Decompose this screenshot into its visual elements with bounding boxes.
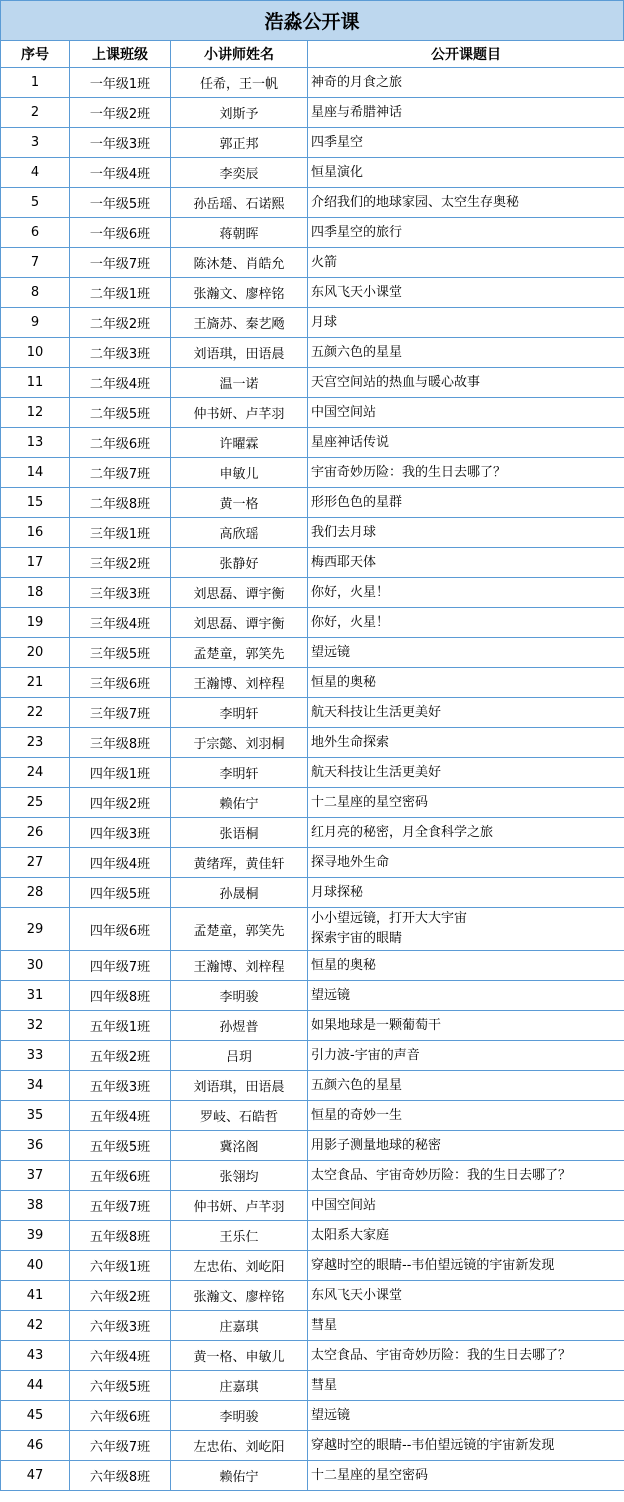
topic-line: 十二星座的星空密码 [311, 1467, 429, 1483]
row-number-cell: 20 [1, 638, 70, 668]
header-teacher: 小讲师姓名 [171, 41, 308, 68]
table-row [1, 728, 624, 758]
teacher-cell: 吕玥 [171, 1041, 308, 1071]
row-number-cell: 3 [1, 128, 70, 158]
teacher-cell: 王瀚博、刘梓程 [171, 668, 308, 698]
topic-cell [308, 698, 624, 728]
row-number-cell: 7 [1, 248, 70, 278]
teacher-cell: 李明轩 [171, 698, 308, 728]
row-number-cell: 10 [1, 338, 70, 368]
topic-line: 四季星空 [311, 134, 364, 150]
teacher-cell: 赖佑宁 [171, 788, 308, 818]
teacher-cell: 刘思磊、谭宇衡 [171, 578, 308, 608]
class-cell: 四年级5班 [70, 878, 171, 908]
teacher-cell: 陈沐楚、肖皓允 [171, 248, 308, 278]
row-number-cell: 42 [1, 1311, 70, 1341]
table-row [1, 1341, 624, 1371]
row-number-cell: 34 [1, 1071, 70, 1101]
topic-cell [308, 1251, 624, 1281]
table-row [1, 668, 624, 698]
table-row [1, 158, 624, 188]
table-row [1, 308, 624, 338]
topic-line: 梅西耶天体 [311, 554, 377, 570]
teacher-cell: 赖佑宁 [171, 1461, 308, 1491]
topic-cell [308, 1401, 624, 1431]
row-number-cell: 1 [1, 68, 70, 98]
class-cell: 六年级2班 [70, 1281, 171, 1311]
row-number-cell: 16 [1, 518, 70, 548]
topic-line: 你好，火星！ [311, 614, 390, 630]
sheet-title: 浩淼公开课 [0, 0, 624, 40]
table-row [1, 458, 624, 488]
class-cell: 一年级4班 [70, 158, 171, 188]
class-cell: 五年级1班 [70, 1011, 171, 1041]
topic-cell [308, 638, 624, 668]
topic-cell [308, 878, 624, 908]
table-row [1, 1191, 624, 1221]
teacher-cell: 刘思磊、谭宇衡 [171, 608, 308, 638]
topic-line: 地外生命探索 [311, 734, 390, 750]
class-cell: 五年级7班 [70, 1191, 171, 1221]
row-number-cell: 47 [1, 1461, 70, 1491]
topic-line: 探寻地外生命 [311, 854, 390, 870]
row-number-cell: 40 [1, 1251, 70, 1281]
topic-line: 五颜六色的星星 [311, 1077, 403, 1093]
table-row [1, 218, 624, 248]
row-number-cell: 19 [1, 608, 70, 638]
topic-cell [308, 578, 624, 608]
class-cell: 六年级7班 [70, 1431, 171, 1461]
class-cell: 五年级2班 [70, 1041, 171, 1071]
teacher-cell: 温一诺 [171, 368, 308, 398]
table-row [1, 1041, 624, 1071]
topic-line: 彗星 [311, 1377, 338, 1393]
topic-line: 星座与希腊神话 [311, 104, 403, 120]
table-row [1, 1011, 624, 1041]
row-number-cell: 39 [1, 1221, 70, 1251]
topic-line: 形形色色的星群 [311, 494, 403, 510]
topic-cell [308, 728, 624, 758]
row-number-cell: 44 [1, 1371, 70, 1401]
teacher-cell: 李明轩 [171, 758, 308, 788]
table-row [1, 1251, 624, 1281]
table-row [1, 1431, 624, 1461]
teacher-cell: 张语桐 [171, 818, 308, 848]
row-number-cell: 26 [1, 818, 70, 848]
teacher-cell: 许曜霖 [171, 428, 308, 458]
row-number-cell: 24 [1, 758, 70, 788]
class-cell: 五年级5班 [70, 1131, 171, 1161]
teacher-cell: 李明骏 [171, 1401, 308, 1431]
row-number-cell: 4 [1, 158, 70, 188]
table-row [1, 878, 624, 908]
teacher-cell: 孙岳瑶、石诺熙 [171, 188, 308, 218]
topic-cell [308, 338, 624, 368]
topic-line: 恒星演化 [311, 164, 364, 180]
table-body [1, 68, 624, 1491]
class-cell: 二年级5班 [70, 398, 171, 428]
topic-line: 月球 [311, 314, 338, 330]
topic-line: 星座神话传说 [311, 434, 390, 450]
class-cell: 六年级8班 [70, 1461, 171, 1491]
table-row [1, 338, 624, 368]
topic-cell [308, 98, 624, 128]
table-row [1, 1311, 624, 1341]
teacher-cell: 任希，王一帆 [171, 68, 308, 98]
teacher-cell: 王旖苏、秦艺飏 [171, 308, 308, 338]
teacher-cell: 黄一格、申敏儿 [171, 1341, 308, 1371]
topic-line: 东风飞天小课堂 [311, 284, 403, 300]
class-cell: 一年级5班 [70, 188, 171, 218]
table-row [1, 1161, 624, 1191]
teacher-cell: 左忠佑、刘屹阳 [171, 1431, 308, 1461]
row-number-cell: 31 [1, 981, 70, 1011]
class-cell: 一年级6班 [70, 218, 171, 248]
row-number-cell: 29 [1, 908, 70, 951]
topic-line: 望远镜 [311, 1407, 351, 1423]
topic-line: 神奇的月食之旅 [311, 74, 403, 90]
table-row [1, 1071, 624, 1101]
class-cell: 一年级1班 [70, 68, 171, 98]
topic-line: 太空食品、宇宙奇妙历险：我的生日去哪了？ [311, 1167, 572, 1183]
schedule-table [0, 40, 624, 1491]
topic-line: 航天科技让生活更美好 [311, 704, 442, 720]
table-row [1, 1401, 624, 1431]
row-number-cell: 35 [1, 1101, 70, 1131]
topic-line: 小小望远镜，打开大大宇宙 [311, 911, 468, 926]
teacher-cell: 孟楚童，郭笑先 [171, 908, 308, 951]
class-cell: 三年级5班 [70, 638, 171, 668]
row-number-cell: 23 [1, 728, 70, 758]
topic-line: 穿越时空的眼睛--韦伯望远镜的宇宙新发现 [311, 1257, 555, 1273]
teacher-cell: 黄绪珲，黄佳轩 [171, 848, 308, 878]
class-cell: 二年级7班 [70, 458, 171, 488]
row-number-cell: 6 [1, 218, 70, 248]
topic-line: 望远镜 [311, 987, 351, 1003]
table-row [1, 68, 624, 98]
topic-line: 恒星的奥秘 [311, 674, 377, 690]
row-number-cell: 15 [1, 488, 70, 518]
table-row [1, 951, 624, 981]
topic-line: 彗星 [311, 1317, 338, 1333]
topic-line: 用影子测量地球的秘密 [311, 1137, 442, 1153]
topic-cell [308, 1101, 624, 1131]
teacher-cell: 李奕辰 [171, 158, 308, 188]
class-cell: 五年级6班 [70, 1161, 171, 1191]
row-number-cell: 11 [1, 368, 70, 398]
teacher-cell: 黄一格 [171, 488, 308, 518]
class-cell: 一年级7班 [70, 248, 171, 278]
topic-cell [308, 368, 624, 398]
teacher-cell: 张瀚文、廖梓铭 [171, 278, 308, 308]
topic-cell [308, 458, 624, 488]
teacher-cell: 于宗懿、刘羽桐 [171, 728, 308, 758]
topic-line: 火箭 [311, 254, 338, 270]
topic-line: 东风飞天小课堂 [311, 1287, 403, 1303]
row-number-cell: 32 [1, 1011, 70, 1041]
teacher-cell: 左忠佑、刘屹阳 [171, 1251, 308, 1281]
topic-cell [308, 518, 624, 548]
topic-cell [308, 128, 624, 158]
table-row [1, 1101, 624, 1131]
row-number-cell: 28 [1, 878, 70, 908]
topic-cell [308, 668, 624, 698]
table-row [1, 758, 624, 788]
table-row [1, 1281, 624, 1311]
topic-cell [308, 1191, 624, 1221]
row-number-cell: 2 [1, 98, 70, 128]
class-cell: 三年级7班 [70, 698, 171, 728]
row-number-cell: 41 [1, 1281, 70, 1311]
topic-line: 十二星座的星空密码 [311, 794, 429, 810]
class-cell: 四年级8班 [70, 981, 171, 1011]
row-number-cell: 38 [1, 1191, 70, 1221]
class-cell: 五年级3班 [70, 1071, 171, 1101]
row-number-cell: 8 [1, 278, 70, 308]
class-cell: 五年级4班 [70, 1101, 171, 1131]
row-number-cell: 46 [1, 1431, 70, 1461]
topic-line: 四季星空的旅行 [311, 224, 403, 240]
class-cell: 二年级1班 [70, 278, 171, 308]
teacher-cell: 孙煜普 [171, 1011, 308, 1041]
table-row [1, 368, 624, 398]
class-cell: 二年级2班 [70, 308, 171, 338]
class-cell: 四年级3班 [70, 818, 171, 848]
class-cell: 二年级3班 [70, 338, 171, 368]
row-number-cell: 13 [1, 428, 70, 458]
table-row [1, 188, 624, 218]
topic-cell [308, 1371, 624, 1401]
topic-cell [308, 788, 624, 818]
topic-cell [308, 308, 624, 338]
class-cell: 二年级6班 [70, 428, 171, 458]
table-row [1, 578, 624, 608]
topic-cell [308, 848, 624, 878]
topic-line: 太空食品、宇宙奇妙历险：我的生日去哪了？ [311, 1347, 572, 1363]
teacher-cell: 申敏儿 [171, 458, 308, 488]
topic-cell [308, 951, 624, 981]
row-number-cell: 43 [1, 1341, 70, 1371]
topic-cell [308, 1161, 624, 1191]
teacher-cell: 刘语琪，田语晨 [171, 1071, 308, 1101]
topic-line: 五颜六色的星星 [311, 344, 403, 360]
topic-cell [308, 1341, 624, 1371]
class-cell: 三年级4班 [70, 608, 171, 638]
class-cell: 五年级8班 [70, 1221, 171, 1251]
table-row [1, 248, 624, 278]
row-number-cell: 25 [1, 788, 70, 818]
topic-cell [308, 1041, 624, 1071]
class-cell: 四年级6班 [70, 908, 171, 951]
topic-cell [308, 158, 624, 188]
table-row [1, 278, 624, 308]
class-cell: 三年级6班 [70, 668, 171, 698]
topic-line: 引力波-宇宙的声音 [311, 1047, 420, 1063]
table-row [1, 908, 624, 951]
topic-line: 探索宇宙的眼睛 [311, 931, 403, 946]
topic-line: 航天科技让生活更美好 [311, 764, 442, 780]
topic-line: 穿越时空的眼睛--韦伯望远镜的宇宙新发现 [311, 1437, 555, 1453]
class-cell: 二年级4班 [70, 368, 171, 398]
topic-line: 月球探秘 [311, 884, 364, 900]
class-cell: 六年级4班 [70, 1341, 171, 1371]
teacher-cell: 王乐仁 [171, 1221, 308, 1251]
table-row [1, 1371, 624, 1401]
topic-cell [308, 1071, 624, 1101]
class-cell: 四年级2班 [70, 788, 171, 818]
class-cell: 三年级3班 [70, 578, 171, 608]
teacher-cell: 庄嘉琪 [171, 1371, 308, 1401]
row-number-cell: 17 [1, 548, 70, 578]
topic-cell [308, 188, 624, 218]
topic-line: 如果地球是一颗葡萄干 [311, 1017, 442, 1033]
row-number-cell: 5 [1, 188, 70, 218]
teacher-cell: 仲书妍、卢芊羽 [171, 398, 308, 428]
teacher-cell: 高欣瑶 [171, 518, 308, 548]
class-cell: 一年级2班 [70, 98, 171, 128]
topic-cell [308, 1461, 624, 1491]
row-number-cell: 14 [1, 458, 70, 488]
teacher-cell: 刘语琪，田语晨 [171, 338, 308, 368]
table-row [1, 428, 624, 458]
topic-line: 中国空间站 [311, 404, 377, 420]
topic-cell [308, 548, 624, 578]
table-row [1, 488, 624, 518]
class-cell: 三年级2班 [70, 548, 171, 578]
topic-line: 红月亮的秘密，月全食科学之旅 [311, 824, 494, 840]
class-cell: 六年级1班 [70, 1251, 171, 1281]
teacher-cell: 仲书妍、卢芊羽 [171, 1191, 308, 1221]
class-cell: 六年级3班 [70, 1311, 171, 1341]
topic-cell [308, 248, 624, 278]
teacher-cell: 张瀚文、廖梓铭 [171, 1281, 308, 1311]
row-number-cell: 9 [1, 308, 70, 338]
topic-cell [308, 1011, 624, 1041]
topic-line: 宇宙奇妙历险：我的生日去哪了？ [311, 464, 507, 480]
table-row [1, 608, 624, 638]
teacher-cell: 郭正邦 [171, 128, 308, 158]
row-number-cell: 27 [1, 848, 70, 878]
row-number-cell: 22 [1, 698, 70, 728]
topic-line: 介绍我们的地球家园、太空生存奥秘 [311, 194, 520, 210]
teacher-cell: 张翎均 [171, 1161, 308, 1191]
topic-line: 你好，火星！ [311, 584, 390, 600]
row-number-cell: 12 [1, 398, 70, 428]
topic-cell [308, 428, 624, 458]
teacher-cell: 蒋朝晖 [171, 218, 308, 248]
topic-cell [308, 1311, 624, 1341]
class-cell: 三年级8班 [70, 728, 171, 758]
teacher-cell: 冀洺阁 [171, 1131, 308, 1161]
class-cell: 四年级1班 [70, 758, 171, 788]
class-cell: 四年级7班 [70, 951, 171, 981]
topic-cell [308, 1431, 624, 1461]
topic-cell [308, 758, 624, 788]
table-row [1, 398, 624, 428]
topic-cell [308, 608, 624, 638]
table-row [1, 638, 624, 668]
table-row [1, 518, 624, 548]
row-number-cell: 18 [1, 578, 70, 608]
teacher-cell: 张静好 [171, 548, 308, 578]
table-row [1, 848, 624, 878]
topic-line: 中国空间站 [311, 1197, 377, 1213]
row-number-cell: 30 [1, 951, 70, 981]
table-row [1, 1221, 624, 1251]
topic-line: 恒星的奥秘 [311, 957, 377, 973]
topic-line: 天宫空间站的热血与暖心故事 [311, 374, 481, 390]
table-row [1, 1131, 624, 1161]
class-cell: 一年级3班 [70, 128, 171, 158]
topic-line: 太阳系大家庭 [311, 1227, 390, 1243]
table-row [1, 548, 624, 578]
table-row [1, 818, 624, 848]
table-row [1, 98, 624, 128]
teacher-cell: 刘斯予 [171, 98, 308, 128]
table-row [1, 698, 624, 728]
class-cell: 三年级1班 [70, 518, 171, 548]
row-number-cell: 21 [1, 668, 70, 698]
header-class: 上课班级 [70, 41, 171, 68]
teacher-cell: 李明骏 [171, 981, 308, 1011]
topic-cell [308, 1281, 624, 1311]
row-number-cell: 37 [1, 1161, 70, 1191]
table-row [1, 1461, 624, 1491]
topic-cell [308, 398, 624, 428]
teacher-cell: 孙晟桐 [171, 878, 308, 908]
topic-cell [308, 488, 624, 518]
topic-cell [308, 981, 624, 1011]
topic-line: 我们去月球 [311, 524, 377, 540]
class-cell: 二年级8班 [70, 488, 171, 518]
teacher-cell: 王瀚博、刘梓程 [171, 951, 308, 981]
row-number-cell: 45 [1, 1401, 70, 1431]
header-no: 序号 [1, 41, 70, 68]
topic-cell [308, 818, 624, 848]
teacher-cell: 孟楚童，郭笑先 [171, 638, 308, 668]
class-cell: 六年级5班 [70, 1371, 171, 1401]
table-row [1, 981, 624, 1011]
row-number-cell: 33 [1, 1041, 70, 1071]
teacher-cell: 罗岐、石皓哲 [171, 1101, 308, 1131]
class-cell: 六年级6班 [70, 1401, 171, 1431]
row-number-cell: 36 [1, 1131, 70, 1161]
topic-cell [308, 1131, 624, 1161]
topic-cell [308, 68, 624, 98]
table-row [1, 788, 624, 818]
topic-cell [308, 278, 624, 308]
topic-cell [308, 908, 624, 951]
header-topic: 公开课题目 [308, 41, 624, 68]
teacher-cell: 庄嘉琪 [171, 1311, 308, 1341]
topic-cell [308, 218, 624, 248]
class-cell: 四年级4班 [70, 848, 171, 878]
topic-line: 恒星的奇妙一生 [311, 1107, 403, 1123]
table-row [1, 128, 624, 158]
topic-line: 望远镜 [311, 644, 351, 660]
header-row [1, 41, 624, 68]
topic-cell [308, 1221, 624, 1251]
